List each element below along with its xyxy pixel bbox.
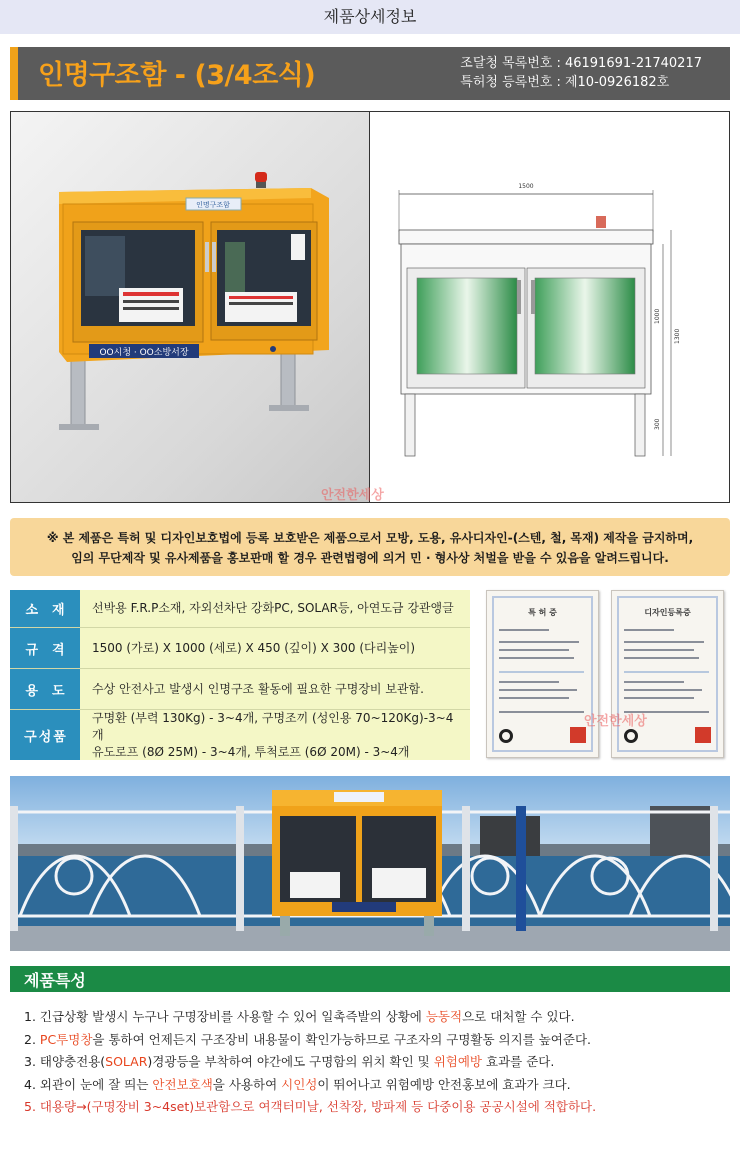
spec-value-line: 수상 안전사고 발생시 인명구조 활동에 필요한 구명장비 보관함. (92, 681, 424, 696)
feature-highlight: PC투명창 (39, 1031, 93, 1047)
spec-value-line: 구명환 (부력 130Kg) - 3~4개, 구명조끼 (성인용 70~120Kg)-3~4개 (92, 710, 454, 742)
spec-value-line: 1500 (가로) X 1000 (세로) X 450 (깊이) X 300 (다리높이) (92, 640, 416, 655)
page-header-title: 제품상세정보 (323, 7, 417, 26)
design-certificate (611, 590, 724, 758)
spec-label: 용도 (10, 669, 80, 709)
product-title-bar (10, 47, 730, 100)
spec-row-size (10, 628, 470, 669)
feature-text: 효과를 준다. (482, 1054, 555, 1069)
feature-highlight: 시인성 (281, 1076, 318, 1092)
feature-text: )경광등을 부착하여 야간에도 구명함의 위치 확인 및 (147, 1054, 434, 1069)
watermark: 안전한세상 (321, 488, 384, 503)
product-title: 인명구조함 - (3/4조식) (38, 60, 316, 91)
feature-item (24, 1029, 724, 1052)
scene-illustration (10, 776, 730, 951)
feature-text: 으로 대처할 수 있다. (462, 1009, 575, 1024)
cabinet-label: 인명구조함 (196, 201, 230, 209)
patent-certificate (486, 590, 599, 758)
cabinet-drawing (371, 112, 729, 502)
feature-list (24, 1006, 724, 1119)
spec-value (80, 590, 470, 627)
spec-row-material (10, 590, 470, 628)
feature-text: 4. 외관이 눈에 잘 띄는 (24, 1076, 153, 1092)
spec-value (80, 710, 470, 760)
dim-width: 1500 (518, 183, 534, 190)
feature-item (24, 1096, 724, 1119)
patent-code: 특허청 등록번호 : 제10-0926182호 (460, 75, 670, 90)
spec-label: 소재 (10, 590, 80, 627)
dim-door-height: 1000 (654, 308, 661, 324)
cert-logo (499, 729, 513, 743)
installed-scene-photo (10, 776, 730, 951)
cert-seal (570, 727, 586, 743)
cabinet-footer: OO시청 · OO소방서장 (99, 348, 189, 358)
feature-text: 1. 긴급상황 발생시 누구나 구명장비를 사용할 수 있어 일촉즉발의 상황에 (24, 1009, 426, 1024)
feature-item (24, 1006, 724, 1029)
spec-row-usage (10, 669, 470, 710)
feature-item (24, 1074, 724, 1097)
feature-highlight: 5. 대용량→(구명장비 3~4set)보관함으로 여객터미날, 선착장, 방파제 등 다중이용 공공시설에 적합하다. (24, 1099, 597, 1114)
cert-logo (624, 729, 638, 743)
feature-highlight: 위험예방 (433, 1054, 483, 1069)
feature-highlight: SOLAR (105, 1054, 148, 1069)
product-photo (11, 112, 370, 502)
feature-highlight: 능동적 (425, 1009, 463, 1024)
feature-text: 2. (24, 1031, 40, 1047)
spec-value-line: 선박용 F.R.P소재, 자외선차단 강화PC, SOLAR등, 아연도금 강관앵글 (92, 601, 454, 615)
title-accent (10, 47, 18, 100)
feature-text: 3. 태양충전용( (24, 1054, 106, 1069)
features-heading: 제품특성 (24, 971, 86, 990)
watermark: 안전한세상 (584, 714, 647, 729)
spec-value (80, 669, 470, 709)
dim-total-height: 1300 (674, 328, 681, 344)
copyright-notice (10, 518, 730, 576)
procurement-code: 조달청 목록번호 : 46191691-21740217 (460, 56, 702, 71)
cert-title: 디자인등록증 (644, 608, 691, 617)
product-codes (460, 54, 702, 92)
spec-value-line: 유도로프 (8Ø 25M) - 3~4개, 투척로프 (6Ø 20M) - 3~4개 (92, 744, 410, 759)
cert-title: 특 허 증 (528, 608, 557, 617)
technical-drawing (371, 112, 729, 502)
cert-seal (695, 727, 711, 743)
certificates (486, 590, 730, 760)
feature-text: 을 사용하여 (212, 1076, 282, 1092)
page-header (0, 0, 740, 34)
spec-label: 규격 (10, 628, 80, 668)
spec-row-components (10, 710, 470, 760)
dim-leg-height: 300 (654, 418, 661, 430)
notice-line-2: 임의 무단제작 및 유사제품을 홍보판매 할 경우 관련법령에 의거 민 · 형사상 처벌을 받을 수 있음을 알려드립니다. (71, 551, 669, 565)
cabinet-photo-illustration (11, 112, 370, 502)
feature-highlight: 안전보호색 (152, 1076, 213, 1092)
spec-value (80, 628, 470, 668)
features-heading-bar (10, 966, 730, 992)
spec-label: 구성품 (10, 710, 80, 760)
feature-text: 이 뛰어나고 위험예방 안전홍보에 효과가 크다. (317, 1076, 571, 1092)
feature-text: 을 통하여 언제든지 구조장비 내용물이 확인가능하므로 구조자의 구명활동 의지를 높여준다. (92, 1031, 591, 1047)
spec-table (10, 590, 470, 760)
product-image-box (10, 111, 730, 503)
feature-item (24, 1051, 724, 1074)
notice-line-1: ※ 본 제품은 특허 및 디자인보호법에 등록 보호받은 제품으로서 모방, 도용, 유사디자인-(스텐, 철, 목재) 제작을 금지하며, (46, 531, 694, 545)
